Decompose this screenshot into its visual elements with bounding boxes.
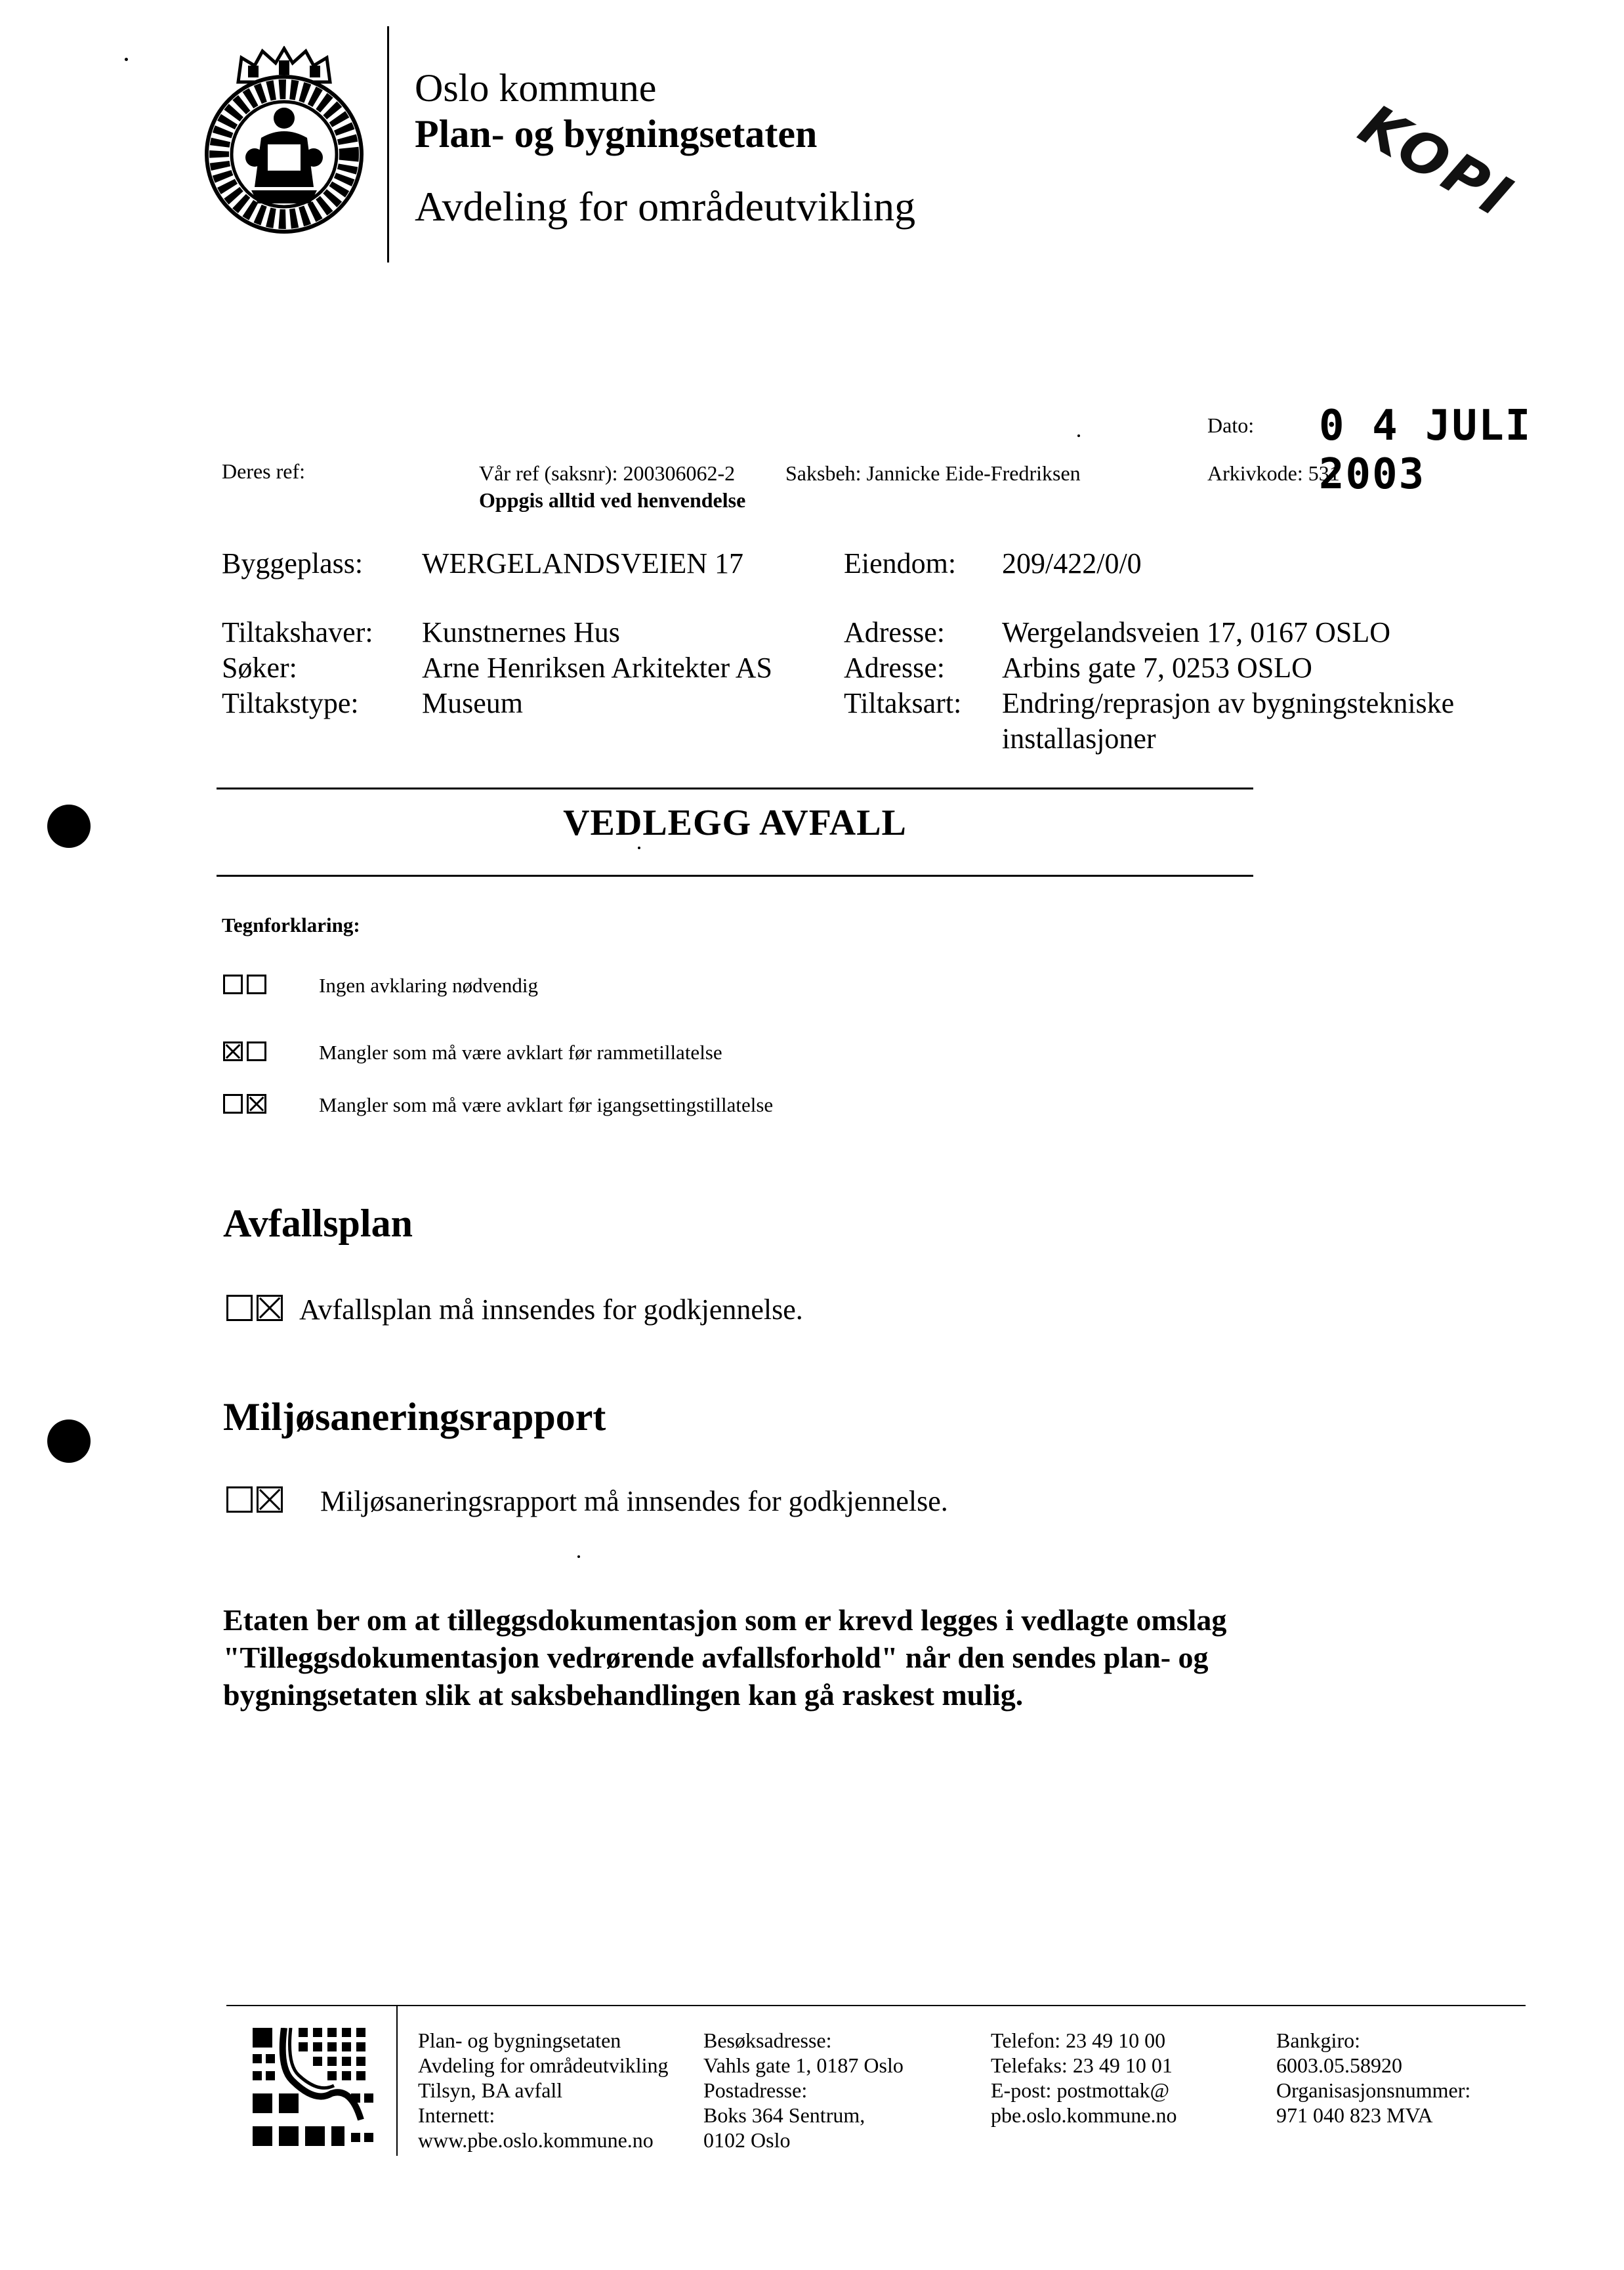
footer-email-link[interactable]: E-post: postmottak@: [991, 2078, 1170, 2102]
checkbox-checked-icon: [223, 1041, 243, 1061]
title-rule-bottom: [217, 875, 1253, 877]
tiltakstype-label: Tiltakstype:: [222, 687, 359, 719]
agency-name: Plan- og bygningsetaten: [415, 112, 818, 156]
punch-hole: [47, 1419, 91, 1463]
miljo-checkboxes: [226, 1486, 283, 1513]
footer-divider: [396, 2005, 398, 2156]
footer-col-bank: [1276, 2028, 1470, 2128]
oslo-city-seal: [202, 46, 366, 236]
avfallsplan-checkboxes: [226, 1295, 283, 1321]
checkbox-empty-icon: [247, 1041, 266, 1061]
tiltakstype-value: Museum: [422, 687, 523, 719]
tiltaksart-value-line2: installasjoner: [1002, 723, 1156, 755]
checkbox-empty-icon: [223, 975, 243, 994]
adresse2-value: Arbins gate 7, 0253 OSLO: [1002, 652, 1312, 684]
legend-heading: Tegnforklaring:: [222, 914, 360, 936]
footer-line: Organisasjonsnummer:: [1276, 2078, 1471, 2102]
punch-hole: [47, 805, 91, 848]
soker-value: Arne Henriksen Arkitekter AS: [422, 652, 772, 684]
avfallsplan-heading: Avfallsplan: [223, 1202, 413, 1245]
notice-paragraph: Etaten ber om at tilleggsdokumentasjon som er krevd legges i vedlagte omslag "Tilleggsdokumentasjon vedrørende avfallsforhold" når den sendes plan- og bygningsetaten slik at saksbehandlingen kan gå raskest mulig.: [223, 1603, 1227, 1712]
footer-line: Telefaks: 23 49 10 01: [991, 2053, 1173, 2077]
header-divider: [387, 26, 389, 263]
soker-label: Søker:: [222, 652, 297, 684]
footer-line: Avdeling for områdeutvikling: [418, 2053, 669, 2077]
var-ref: Vår ref (saksnr): 200306062-2: [479, 461, 736, 485]
miljo-text: Miljøsaneringsrapport må innsendes for godkjennelse.: [320, 1485, 948, 1517]
tiltakshaver-value: Kunstnernes Hus: [422, 616, 620, 648]
checkbox-checked-icon: [257, 1486, 283, 1513]
miljo-heading: Miljøsaneringsrapport: [223, 1395, 606, 1439]
footer-rule: [226, 2005, 1526, 2006]
avfallsplan-text: Avfallsplan må innsendes for godkjennelse.: [299, 1293, 803, 1326]
copy-stamp: KOPI: [1348, 92, 1526, 232]
footer-col-agency: [418, 2028, 669, 2153]
footer-line: Plan- og bygningsetaten: [418, 2028, 621, 2052]
footer-line: Besøksadresse:: [703, 2028, 832, 2052]
checkbox-checked-icon: [257, 1295, 283, 1321]
eiendom-label: Eiendom:: [844, 547, 957, 579]
legend-checkboxes-3: [223, 1094, 266, 1114]
footer-line: 971 040 823 MVA: [1276, 2103, 1433, 2127]
footer-line: Telefon: 23 49 10 00: [991, 2028, 1166, 2052]
footer-col-address: [703, 2028, 904, 2153]
byggeplass-label: Byggeplass:: [222, 547, 364, 579]
legend-item-2: Mangler som må være avklart før rammetillatelse: [319, 1041, 722, 1064]
scan-speck: [638, 847, 640, 849]
footer-line: Tilsyn, BA avfall: [418, 2078, 563, 2102]
tiltaksart-value-line1: Endring/reprasjon av bygningstekniske: [1002, 687, 1455, 719]
scan-speck: [125, 58, 128, 61]
footer-line: Bankgiro:: [1276, 2028, 1360, 2052]
adresse2-label: Adresse:: [844, 652, 945, 684]
footer-line: Boks 364 Sentrum,: [703, 2103, 865, 2127]
footer-email-link[interactable]: pbe.oslo.kommune.no: [991, 2103, 1177, 2127]
eiendom-value: 209/422/0/0: [1002, 547, 1142, 579]
date-stamp: 0 4 JULI 2003: [1319, 402, 1532, 499]
footer-website-link[interactable]: www.pbe.oslo.kommune.no: [418, 2128, 654, 2152]
footer-line: Vahls gate 1, 0187 Oslo: [703, 2053, 904, 2077]
pbe-logo: [253, 2028, 377, 2153]
adresse1-value: Wergelandsveien 17, 0167 OSLO: [1002, 616, 1390, 648]
checkbox-checked-icon: [247, 1094, 266, 1114]
footer-line: Internett:: [418, 2103, 495, 2127]
adresse1-label: Adresse:: [844, 616, 945, 648]
checkbox-empty-icon: [223, 1094, 243, 1114]
document-title: VEDLEGG AVFALL: [563, 803, 907, 843]
footer-line: 6003.05.58920: [1276, 2053, 1402, 2077]
scan-speck: [577, 1555, 580, 1558]
legend-checkboxes-1: [223, 975, 266, 994]
legend-item-1: Ingen avklaring nødvendig: [319, 974, 539, 997]
arkivkode: Arkivkode: 531: [1207, 461, 1340, 485]
footer-line: Postadresse:: [703, 2078, 808, 2102]
oppgis-note: Oppgis alltid ved henvendelse: [479, 488, 746, 512]
legend-checkboxes-2: [223, 1041, 266, 1061]
checkbox-empty-icon: [247, 975, 266, 994]
legend-item-3: Mangler som må være avklart før igangsettingstillatelse: [319, 1093, 774, 1116]
checkbox-empty-icon: [226, 1486, 253, 1513]
byggeplass-value: WERGELANDSVEIEN 17: [422, 547, 744, 579]
department-name: Avdeling for områdeutvikling: [415, 183, 916, 230]
org-name: Oslo kommune: [415, 66, 657, 110]
deres-ref-label: Deres ref:: [222, 459, 306, 483]
date-label: Dato:: [1207, 413, 1255, 437]
tiltaksart-label: Tiltaksart:: [844, 687, 962, 719]
title-rule-top: [217, 788, 1253, 789]
footer-line: 0102 Oslo: [703, 2128, 791, 2152]
saksbehandler: Saksbeh: Jannicke Eide-Fredriksen: [785, 461, 1081, 485]
tiltakshaver-label: Tiltakshaver:: [222, 616, 373, 648]
checkbox-empty-icon: [226, 1295, 253, 1321]
scan-speck: [1077, 434, 1080, 437]
footer-col-contact: [991, 2028, 1177, 2128]
